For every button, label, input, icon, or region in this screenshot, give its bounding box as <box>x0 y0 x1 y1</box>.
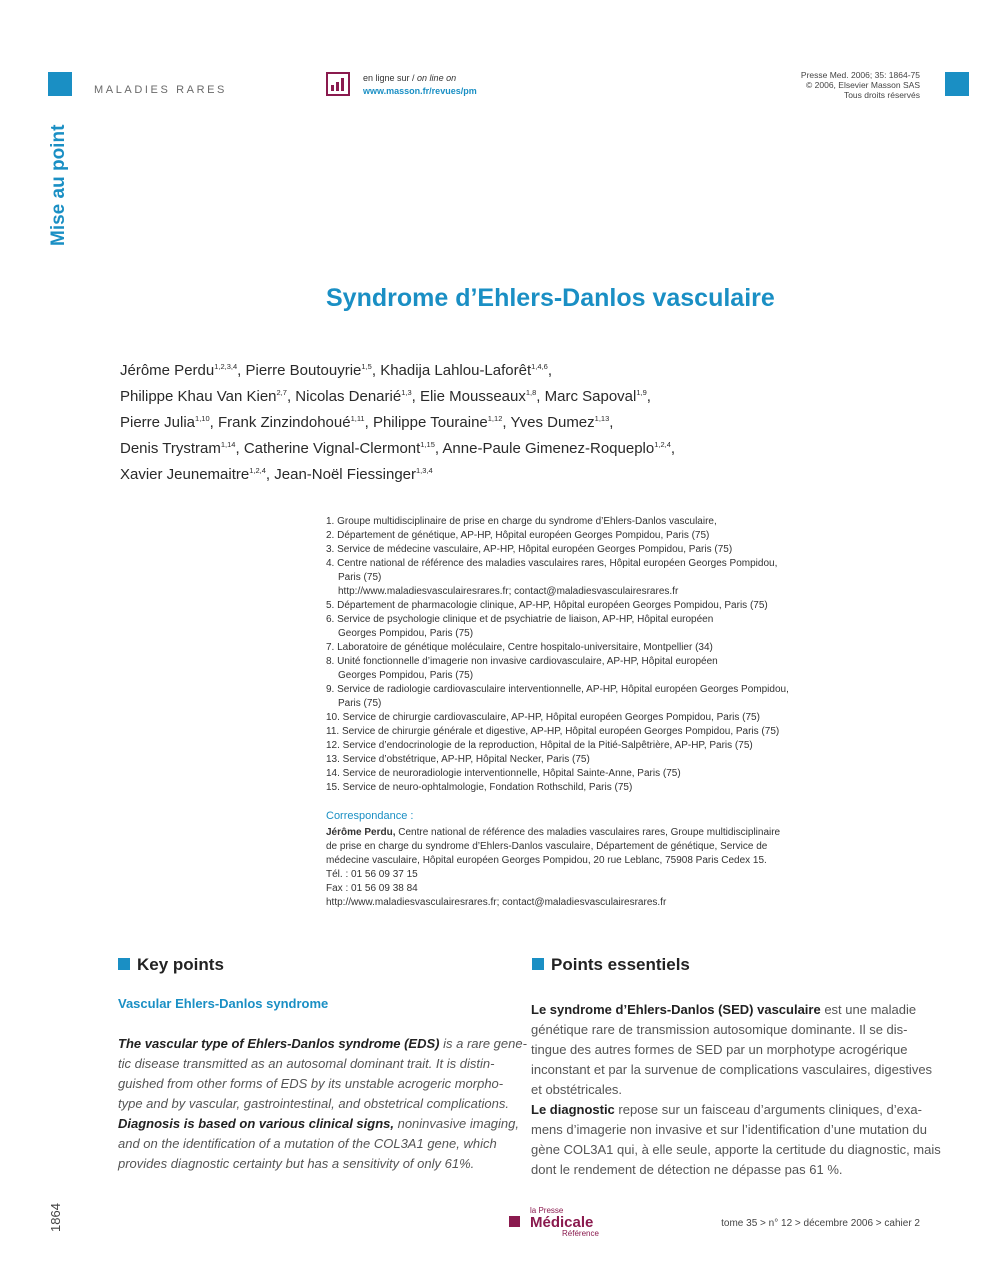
section-label: MALADIES RARES <box>94 84 227 96</box>
correspondence-fax: Fax : 01 56 09 38 84 <box>326 883 418 894</box>
key-points-heading <box>118 955 224 975</box>
text-line <box>531 1080 923 1100</box>
text-run: génétique rare de transmission autosomique dominante. Il se dis- <box>531 1022 908 1037</box>
article-title: Syndrome d’Ehlers-Danlos vasculaire <box>326 284 775 312</box>
affiliation-item: 5. Département de pharmacologie clinique, AP-HP, Hôpital européen Georges Pompidou, Paris (75) <box>326 600 768 611</box>
text-line <box>531 1100 923 1120</box>
points-essentiels-heading <box>532 955 690 975</box>
correspondence-web[interactable]: http://www.maladiesvasculairesrares.fr; contact@maladiesvasculairesrares.fr <box>326 897 667 908</box>
author-name: Catherine Vignal-Clermont <box>243 440 421 457</box>
chart-icon <box>326 72 350 96</box>
text-run: inconstant et par la survenue de complications vasculaires, digestives <box>531 1062 933 1077</box>
text-run: and on the identification of a mutation of the COL3A1 gene, which <box>118 1136 497 1151</box>
text-line <box>531 1120 927 1140</box>
author-name: Frank Zinzindohoué <box>217 414 351 431</box>
square-bullet-icon <box>118 958 130 970</box>
text-run: tic disease transmitted as an autosomal dominant trait. It is distin- <box>118 1056 495 1071</box>
author-name: Philippe Khau Van Kien <box>120 388 277 405</box>
text-line <box>531 1000 923 1020</box>
affiliation-list <box>326 515 846 795</box>
author-affiliation-refs: 1,2,4 <box>249 466 266 475</box>
corner-square-left <box>48 72 72 96</box>
affiliation-item: 1. Groupe multidisciplinaire de prise en charge du syndrome d’Ehlers-Danlos vasculaire, <box>326 516 717 527</box>
rights-line: Tous droits réservés <box>843 90 920 100</box>
key-points-subheading: Vascular Ehlers-Danlos syndrome <box>118 996 329 1011</box>
text-run: type and by vascular, gastrointestinal, and obstetrical complications. <box>118 1096 509 1111</box>
text-run: guished from other forms of EDS by its unstable acrogeric morpho- <box>118 1076 504 1091</box>
author-affiliation-refs: 1,10 <box>195 414 210 423</box>
corner-square-right <box>945 72 969 96</box>
author-affiliation-refs: 1,2,4 <box>654 440 671 449</box>
author-affiliation-refs: 1,3 <box>401 388 412 397</box>
author-name: Denis Trystram <box>120 440 221 457</box>
text-line <box>118 1094 510 1114</box>
text-line <box>531 1020 923 1040</box>
key-points-text <box>118 1034 527 1174</box>
affiliation-continuation: Paris (75) <box>338 572 382 583</box>
text-line <box>118 1114 520 1134</box>
correspondence-line: Centre national de référence des maladies vasculaires rares, Groupe multidisciplinaire <box>395 827 781 838</box>
author-affiliation-refs: 1,13 <box>594 414 610 423</box>
online-prefix-en: on line on <box>417 73 457 83</box>
affiliation-item: 3. Service de médecine vasculaire, AP-HP, Hôpital européen Georges Pompidou, Paris (75) <box>326 544 733 555</box>
author-name: Pierre Boutouyrie <box>245 362 362 379</box>
author-affiliation-refs: 2,7 <box>276 388 287 397</box>
text-run: is a rare gene- <box>439 1036 527 1051</box>
square-bullet-icon <box>532 958 544 970</box>
correspondence-heading: Correspondance : <box>326 810 414 822</box>
correspondence-name: Jérôme Perdu, <box>326 827 396 838</box>
text-line <box>531 1060 933 1080</box>
affiliation-item: 9. Service de radiologie cardiovasculaire interventionnelle, AP-HP, Hôpital européen Georges Pompidou, <box>326 684 789 695</box>
author-name: Jean-Noël Fiessinger <box>274 466 416 483</box>
logo-main: Médicale <box>530 1214 594 1231</box>
copyright-line: © 2006, Elsevier Masson SAS <box>806 80 920 90</box>
author-affiliation-refs: 1,12 <box>487 414 503 423</box>
vertical-section-title: Mise au point <box>48 124 69 246</box>
text-run: tingue des autres formes de SED par un morphotype acrogérique <box>531 1042 908 1057</box>
correspondence-phone: Tél. : 01 56 09 37 15 <box>326 869 418 880</box>
logo-top: la Presse <box>530 1206 564 1215</box>
online-prefix: en ligne sur / <box>363 73 415 83</box>
author-name: Xavier Jeunemaitre <box>120 466 250 483</box>
text-run: mens d’imagerie non invasive et sur l’identification d’une mutation du <box>531 1122 927 1137</box>
journal-reference <box>801 70 920 100</box>
affiliation-item: 11. Service de chirurgie générale et digestive, AP-HP, Hôpital européen Georges Pompidou, Paris (75) <box>326 726 780 737</box>
affiliation-item: 7. Laboratoire de génétique moléculaire, Centre hospitalo-universitaire, Montpellier (34) <box>326 642 713 653</box>
author-affiliation-refs: 1,3,4 <box>416 466 433 475</box>
logo-square-icon <box>509 1216 520 1227</box>
key-points-title: Key points <box>137 955 224 974</box>
emphasis: Diagnosis is based on various clinical signs, <box>118 1116 394 1131</box>
online-availability <box>363 72 477 98</box>
correspondence-line: de prise en charge du syndrome d’Ehlers-Danlos vasculaire, Département de génétique, Service de <box>326 841 768 852</box>
author-affiliation-refs: 1,11 <box>350 414 365 423</box>
text-run: et obstétricales. <box>531 1082 623 1097</box>
correspondence-block <box>326 826 826 910</box>
affiliation-continuation: Georges Pompidou, Paris (75) <box>338 628 474 639</box>
text-run: noninvasive imaging, <box>393 1116 520 1131</box>
affiliation-item: 14. Service de neuroradiologie interventionnelle, Hôpital Sainte-Anne, Paris (75) <box>326 768 681 779</box>
page-number: 1864 <box>48 1203 63 1232</box>
journal-citation: Presse Med. 2006; 35: 1864-75 <box>800 70 920 80</box>
affiliation-continuation: Paris (75) <box>338 698 382 709</box>
author-affiliation-refs: 1,5 <box>361 362 372 371</box>
author-affiliation-refs: 1,15 <box>420 440 435 449</box>
points-essentiels-text <box>531 1000 941 1180</box>
text-line <box>118 1034 527 1054</box>
emphasis: The vascular type of Ehlers-Danlos syndrome (EDS) <box>118 1036 440 1051</box>
author-name: Nicolas Denarié <box>295 388 402 405</box>
author-list <box>120 356 760 486</box>
author-line: Jérôme Perdu$^{1,2,3,4}$, Pierre Boutouyrie$^{1,5}$, Khadija Lahlou-Laforêt$^{1,4,6}$, <box>120 362 552 379</box>
text-run: provides diagnostic certainty but has a sensitivity of only 61%. <box>118 1156 475 1171</box>
author-line: Xavier Jeunemaitre$^{1,2,4}$, Jean-Noël Fiessinger$^{1,3,4}$ <box>120 466 433 483</box>
author-name: Pierre Julia <box>120 414 196 431</box>
author-name: Anne-Paule Gimenez-Roqueplo <box>442 440 655 457</box>
text-run: gène COL3A1 qui, à elle seule, apporte la certitude du diagnostic, mais <box>531 1142 941 1157</box>
affiliation-item: 15. Service de neuro-ophtalmologie, Fondation Rothschild, Paris (75) <box>326 782 633 793</box>
text-run: dont le rendement de détection ne dépasse pas 61 %. <box>531 1162 843 1177</box>
journal-logo <box>530 1207 599 1238</box>
author-affiliation-refs: 1,4,6 <box>531 362 548 371</box>
issue-info: tome 35 > n° 12 > décembre 2006 > cahier 2 <box>721 1218 920 1229</box>
author-line: Pierre Julia$^{1,10}$, Frank Zinzindohoué$^{1,11}$, Philippe Touraine$^{1,12}$, Yves Dumez$^{1,13}$, <box>120 414 614 431</box>
logo-bottom: Référence <box>562 1229 599 1238</box>
author-name: Marc Sapoval <box>544 388 637 405</box>
affiliation-item: 6. Service de psychologie clinique et de psychiatrie de liaison, AP-HP, Hôpital européen <box>326 614 714 625</box>
text-run: est une maladie <box>820 1002 917 1017</box>
text-line <box>118 1074 510 1094</box>
author-affiliation-refs: 1,2,3,4 <box>214 362 238 371</box>
author-affiliation-refs: 1,8 <box>525 388 537 397</box>
affiliation-item: 4. Centre national de référence des maladies vasculaires rares, Hôpital européen Georges Pompidou, <box>326 558 778 569</box>
author-name: Khadija Lahlou-Laforêt <box>380 362 532 379</box>
online-url-link[interactable]: www.masson.fr/revues/pm <box>363 86 477 96</box>
text-line <box>531 1140 941 1160</box>
author-line: Philippe Khau Van Kien$^{2,7}$, Nicolas Denarié$^{1,3}$, Elie Mousseaux$^{1,8}$, Marc Sapoval$^{1,9}$, <box>120 388 651 405</box>
author-name: Jérôme Perdu <box>120 362 215 379</box>
affiliation-item: 2. Département de génétique, AP-HP, Hôpital européen Georges Pompidou, Paris (75) <box>326 530 710 541</box>
text-line <box>118 1134 510 1154</box>
author-name: Philippe Touraine <box>372 414 488 431</box>
points-essentiels-title: Points essentiels <box>551 955 690 974</box>
author-affiliation-refs: 1,9 <box>636 388 647 397</box>
text-line <box>118 1154 510 1174</box>
emphasis: Le diagnostic <box>531 1102 615 1117</box>
text-line <box>531 1040 923 1060</box>
author-line: Denis Trystram$^{1,14}$, Catherine Vignal-Clermont$^{1,15}$, Anne-Paule Gimenez-Roqueplo$^{1,2,4}$, <box>120 440 676 457</box>
affiliation-item: 10. Service de chirurgie cardiovasculaire, AP-HP, Hôpital européen Georges Pompidou, Paris (75) <box>326 712 760 723</box>
text-line <box>118 1054 510 1074</box>
correspondence-line: médecine vasculaire, Hôpital européen Georges Pompidou, 20 rue Leblanc, 75908 Paris Cedex 15. <box>326 855 767 866</box>
author-name: Elie Mousseaux <box>419 388 526 405</box>
affiliation-continuation: Georges Pompidou, Paris (75) <box>338 670 474 681</box>
emphasis: Le syndrome d’Ehlers-Danlos (SED) vasculaire <box>531 1002 821 1017</box>
affiliation-item: 8. Unité fonctionnelle d’imagerie non invasive cardiovasculaire, AP-HP, Hôpital européen <box>326 656 718 667</box>
author-affiliation-refs: 1,14 <box>220 440 236 449</box>
affiliation-continuation: http://www.maladiesvasculairesrares.fr; contact@maladiesvasculairesrares.fr <box>338 586 679 597</box>
affiliation-item: 12. Service d’endocrinologie de la reproduction, Hôpital de la Pitié-Salpêtrière, AP-HP, Paris (75) <box>326 740 753 751</box>
text-line <box>531 1160 923 1180</box>
text-run: repose sur un faisceau d’arguments cliniques, d’exa- <box>614 1102 922 1117</box>
author-name: Yves Dumez <box>510 414 595 431</box>
affiliation-item: 13. Service d’obstétrique, AP-HP, Hôpital Necker, Paris (75) <box>326 754 590 765</box>
